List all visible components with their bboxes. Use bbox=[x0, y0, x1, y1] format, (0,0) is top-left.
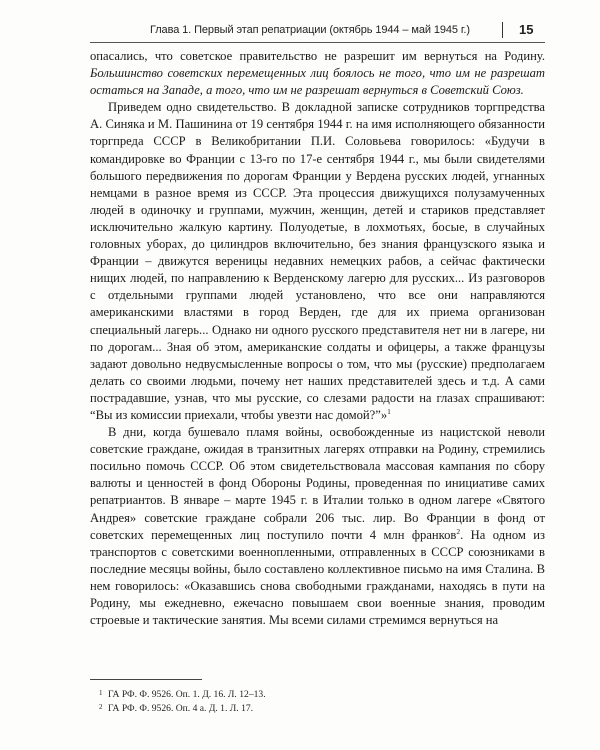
footnote-2-mark: 2 bbox=[99, 703, 103, 711]
footnote-rule bbox=[90, 679, 202, 680]
body-text bbox=[90, 48, 545, 629]
footnote-2-text: ГА РФ. Ф. 9526. Оп. 4 а. Д. 1. Л. 17. bbox=[108, 703, 254, 714]
footnote-1-text: ГА РФ. Ф. 9526. Оп. 1. Д. 16. Л. 12–13. bbox=[108, 689, 266, 700]
footnote-ref-1[interactable]: 1 bbox=[387, 406, 391, 416]
footnote-2 bbox=[90, 702, 545, 716]
paragraph-2-text: Приведем одно свидетельство. В докладной записке сотрудников торгпредства А. Синяка и М. Пашинина от 19 сентября 1944 г. на имя исполняющего обязанности торгпреда СССР в Великобритании П.И. Соловьева говорилось: «Будучи в командировке во Франции с 13-го по 17-е сентября 1944 г., мы были свидетелями большого передвижения по дорогам Франции у Вердена русских людей, угнанных немцами в разное время из СССР. Эта процессия движущихся полузамученных людей в одиночку и группами, мужчин, женщин, детей и стариков представляет исключительно жалкую картину. Полуодетые, в лохмотьях, босые, в случайных головных уборах, до цилиндров включительно, без знания французского языка и Франции – движутся вереницы недавних немецких рабов, а сейчас фактически нищих людей, по направлению к Верденскому лагерю для русских... Из разговоров с отдельными группами людей установлено, что все они направляются американскими властями в город Верден, где для их приема организован специальный лагерь... Однако ни одного русского представителя нет ни в лагере, ни по дорогам... Зная об этом, американские солдаты и офицеры, а также французы задают довольно недвусмысленные вопросы о том, что мы (русские) предполагаем делать со своими людьми, почему нет наших представителей здесь и т.д. А сами пострадавшие, узнав, что мы русские, со слезами радости на глазах спрашивают: “Вы из комиссии приехали, чтобы увезти нас домой?”» bbox=[90, 100, 545, 422]
chapter-title: Глава 1. Первый этап репатриации (октябрь 1944 – май 1945 г.) bbox=[150, 24, 470, 36]
footnote-1-mark: 1 bbox=[99, 689, 103, 697]
paragraph-3 bbox=[90, 424, 545, 629]
running-head bbox=[150, 22, 545, 40]
footnote-1 bbox=[90, 688, 545, 702]
footnote-ref-2[interactable]: 2 bbox=[456, 526, 461, 536]
page-number: 15 bbox=[519, 22, 534, 37]
paragraph-3-text-b: . На одном из транспортов с советскими военнопленными, отправленных в СССР союзниками в последние месяцы войны, было составлено коллективное письмо на имя Сталина. В нем говорилось: «Оказавшись снова свободными гражданами, находясь в пути на Родину, мы ежедневно, ежечасно повышаем свои военные знания, проводим строевые и тактические занятия. Мы всеми силами стремимся вернуться на bbox=[90, 527, 545, 628]
header-rule bbox=[90, 42, 545, 43]
paragraph-1 bbox=[90, 48, 545, 99]
header-separator bbox=[502, 22, 503, 38]
paragraph-1-italic: Большинство советских перемещенных лиц боялось не того, что им не разрешат остаться на Западе, а того, что им не разрешат вернуться в Советский Союз. bbox=[90, 66, 545, 98]
paragraph-2 bbox=[90, 99, 545, 424]
paragraph-1-text: опасались, что советское правительство не разрешит им вернуться на Родину. bbox=[90, 49, 545, 63]
paragraph-3-text-a: В дни, когда бушевало пламя войны, освобожденные из нацистской неволи советские граждане, ожидая в транзитных лагерях отправки на Родину, стремились посильно помочь СССР. Об этом свидетельствовала массовая кампания по сбору валюты и ценностей в фонд Обороны Родины, проведенная по инициативе самих репатриантов. В январе – марте 1945 г. в Италии только в одном лагере «Святого Андрея» советские граждане собрали 206 тыс. лир. Во Франции в фонд от советских перемещенных лиц поступило почти 4 млн франков bbox=[90, 425, 545, 542]
footnotes bbox=[90, 688, 545, 716]
